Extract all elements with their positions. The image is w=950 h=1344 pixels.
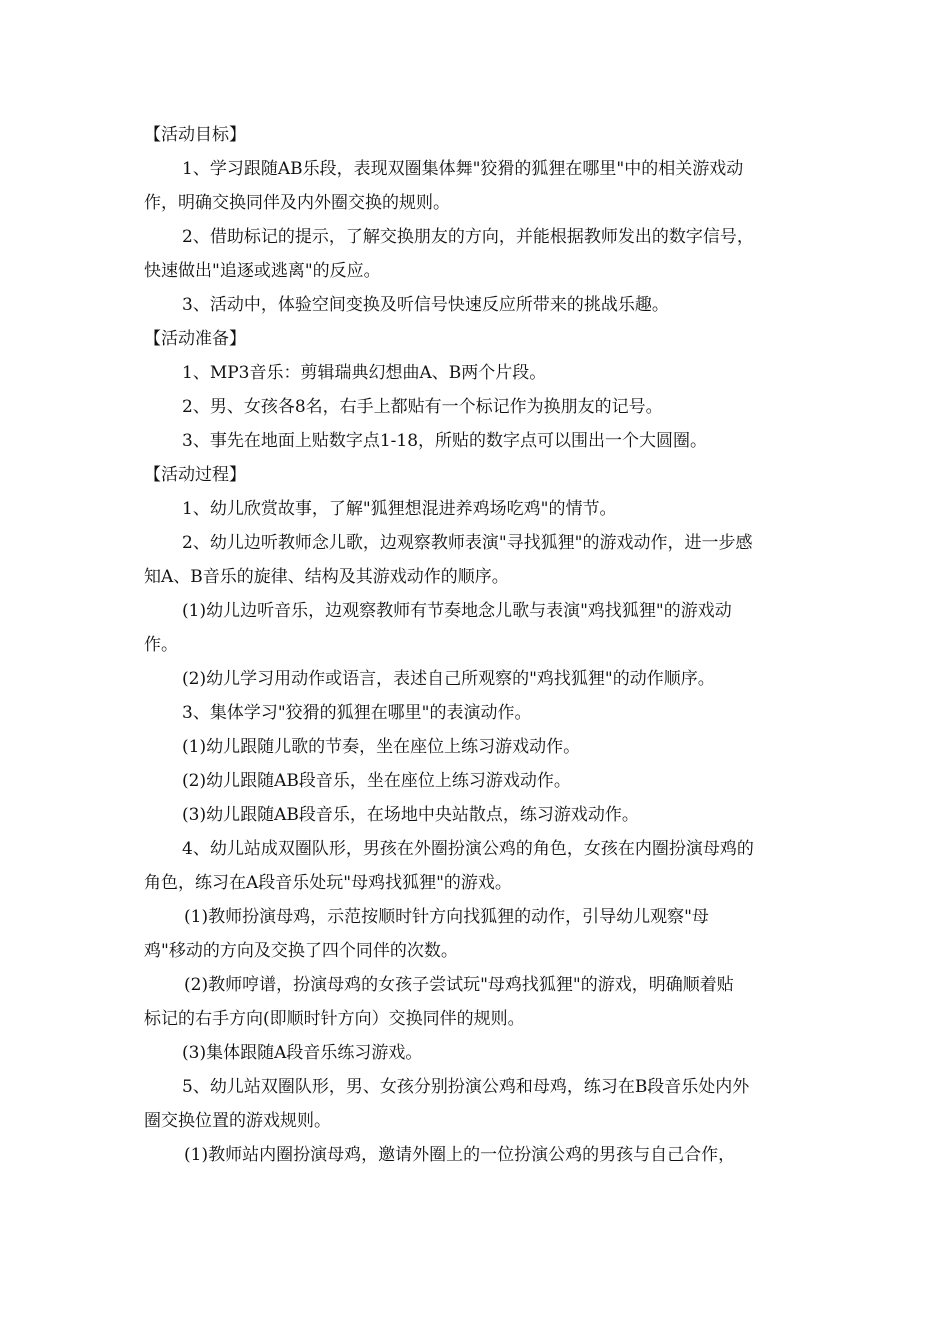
paragraph-line: 2、借助标记的提示，了解交换朋友的方向，并能根据教师发出的数字信号，	[182, 227, 754, 247]
paragraph-line: 作，明确交换同伴及内外圈交换的规则。	[144, 193, 450, 213]
paragraph-line: 2、男、女孩各8名，右手上都贴有一个标记作为换朋友的记号。	[182, 397, 663, 417]
paragraph-line: 鸡"移动的方向及交换了四个同伴的次数。	[144, 941, 458, 961]
paragraph-line: 角色，练习在A段音乐处玩"母鸡找狐狸"的游戏。	[144, 873, 512, 893]
paragraph-line: 知A、B音乐的旋律、结构及其游戏动作的顺序。	[144, 567, 509, 587]
paragraph-line: (1)幼儿边听音乐，边观察教师有节奏地念儿歌与表演"鸡找狐狸"的游戏动	[182, 601, 732, 621]
paragraph-line: (1)教师扮演母鸡，示范按顺时针方向找狐狸的动作，引导幼儿观察"母	[184, 907, 709, 927]
paragraph-line: (1)教师站内圈扮演母鸡，邀请外圈上的一位扮演公鸡的男孩与自己合作，	[184, 1145, 736, 1165]
section-heading: 【活动准备】	[144, 329, 246, 349]
paragraph-line: (2)幼儿跟随AB段音乐，坐在座位上练习游戏动作。	[182, 771, 571, 791]
paragraph-line: 3、集体学习"狡猾的狐狸在哪里"的表演动作。	[182, 703, 532, 723]
paragraph-line: (2)教师哼谱，扮演母鸡的女孩子尝试玩"母鸡找狐狸"的游戏，明确顺着贴	[184, 975, 734, 995]
paragraph-line: 1、学习跟随AB乐段，表现双圈集体舞"狡猾的狐狸在哪里"中的相关游戏动	[182, 159, 744, 179]
section-heading: 【活动过程】	[144, 465, 246, 485]
section-heading: 【活动目标】	[144, 125, 246, 145]
paragraph-line: (2)幼儿学习用动作或语言，表述自己所观察的"鸡找狐狸"的动作顺序。	[182, 669, 715, 689]
paragraph-line: 2、幼儿边听教师念儿歌，边观察教师表演"寻找狐狸"的游戏动作，进一步感	[182, 533, 753, 553]
paragraph-line: 4、幼儿站成双圈队形，男孩在外圈扮演公鸡的角色，女孩在内圈扮演母鸡的	[182, 839, 754, 859]
paragraph-line: 标记的右手方向(即顺时针方向）交换同伴的规则。	[144, 1009, 525, 1029]
paragraph-line: (3)集体跟随A段音乐练习游戏。	[182, 1043, 423, 1063]
paragraph-line: 3、活动中，体验空间变换及听信号快速反应所带来的挑战乐趣。	[182, 295, 669, 315]
paragraph-line: 1、MP3音乐：剪辑瑞典幻想曲A、B两个片段。	[182, 363, 547, 383]
paragraph-line: 3、事先在地面上贴数字点1-18，所贴的数字点可以围出一个大圆圈。	[182, 431, 708, 451]
paragraph-line: (1)幼儿跟随儿歌的节奏，坐在座位上练习游戏动作。	[182, 737, 581, 757]
paragraph-line: 作。	[144, 635, 178, 655]
paragraph-line: 5、幼儿站双圈队形，男、女孩分别扮演公鸡和母鸡，练习在B段音乐处内外	[182, 1077, 750, 1097]
paragraph-line: (3)幼儿跟随AB段音乐，在场地中央站散点，练习游戏动作。	[182, 805, 639, 825]
paragraph-line: 快速做出"追逐或逃离"的反应。	[144, 261, 381, 281]
paragraph-line: 圈交换位置的游戏规则。	[144, 1111, 331, 1131]
document-body	[144, 118, 810, 1172]
paragraph-line: 1、幼儿欣赏故事，了解"狐狸想混进养鸡场吃鸡"的情节。	[182, 499, 617, 519]
